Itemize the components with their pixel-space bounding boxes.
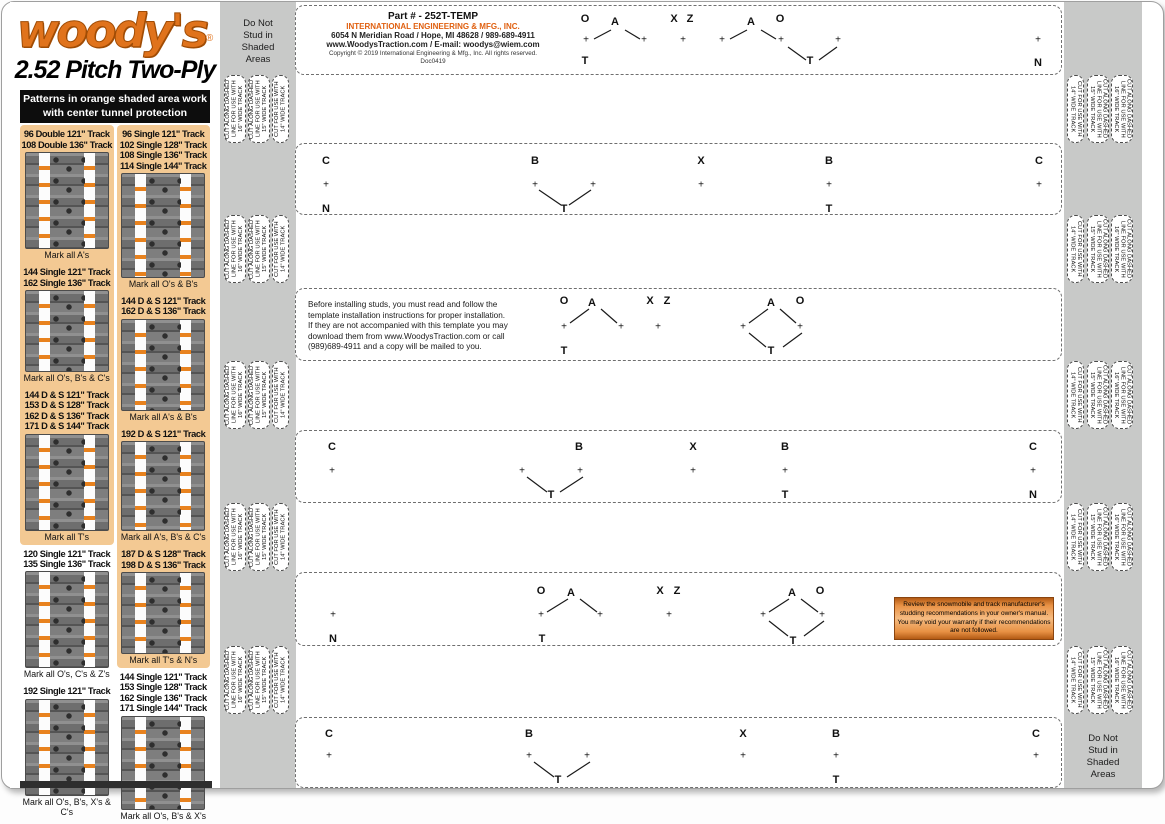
pattern-letter: T bbox=[825, 203, 833, 215]
pattern-letter: Z bbox=[663, 295, 671, 307]
track-title-line: 144 Single 121" Track bbox=[23, 267, 111, 278]
stud-plus-mark: + bbox=[326, 750, 332, 762]
track-caption: Mark all A's & B's bbox=[129, 411, 197, 422]
track-studs bbox=[49, 435, 85, 530]
patterns-banner bbox=[20, 90, 210, 123]
stud-plus-mark: + bbox=[597, 609, 603, 621]
track-entry bbox=[117, 429, 211, 545]
banner-line-2: with center tunnel protection bbox=[42, 106, 188, 119]
stud-plus-mark: + bbox=[655, 321, 661, 333]
cut-tab-16in bbox=[1111, 75, 1133, 143]
pattern-band bbox=[295, 288, 1062, 361]
cut-tab-group bbox=[220, 503, 296, 571]
pattern-letter: A bbox=[747, 16, 755, 28]
stud-plus-mark: + bbox=[323, 179, 329, 191]
woodys-logo bbox=[10, 4, 220, 58]
track-title-line: 162 Single 136" Track bbox=[119, 692, 207, 703]
cut-tab-15in bbox=[1087, 361, 1109, 429]
cut-tab-group bbox=[1064, 361, 1142, 429]
pattern-letter: C bbox=[328, 441, 336, 453]
cut-tab-14in bbox=[1067, 646, 1084, 714]
stud-plus-mark: + bbox=[526, 750, 532, 762]
stud-plus-mark: + bbox=[719, 34, 725, 46]
track-entry-title bbox=[117, 296, 211, 317]
company-web: www.WoodysTraction.com / E-mail: woodys@wiem.com bbox=[326, 40, 540, 49]
install-instructions-line: download them from www.WoodysTraction.com or call bbox=[308, 331, 505, 341]
track-rail-right bbox=[180, 442, 191, 530]
track-entry-title bbox=[20, 390, 114, 432]
pattern-letter: T bbox=[538, 633, 546, 645]
stud-plus-mark: + bbox=[1036, 179, 1042, 191]
install-instructions bbox=[308, 300, 558, 353]
track-image bbox=[121, 716, 205, 810]
cut-tab-label: CUT ALONG DASHED LINE FOR USE WITH 16" WIDE TRACK bbox=[1112, 507, 1132, 567]
cut-tab-14in bbox=[1067, 361, 1084, 429]
cut-tab-label: CUT ALONG DASHED LINE FOR USE WITH 16" WIDE TRACK bbox=[1112, 219, 1132, 279]
cut-tab-16in bbox=[1111, 646, 1133, 714]
track-rail-right bbox=[180, 174, 191, 277]
cut-tab-group bbox=[220, 646, 296, 714]
track-entry bbox=[117, 549, 211, 668]
cut-tab-label: CUT ALONG DASHED LINE FOR USE WITH 15" WIDE TRACK bbox=[249, 650, 269, 710]
copyright-line: Copyright © 2019 International Engineering & Mfg., Inc. All rights reserved. bbox=[328, 50, 537, 57]
pattern-letter: Z bbox=[673, 585, 681, 597]
track-entry-title bbox=[20, 267, 114, 288]
cut-tab-16in bbox=[224, 503, 246, 571]
cut-tab-16in bbox=[224, 361, 246, 429]
cut-tab-label: CUT ALONG DASHED LINE FOR USE WITH 16" WIDE TRACK bbox=[1112, 79, 1132, 139]
cut-tab-16in bbox=[1111, 361, 1133, 429]
banner-line-1: Patterns in orange shaded area work bbox=[23, 93, 207, 105]
pattern-letter: T bbox=[581, 55, 589, 67]
company-address: 6054 N Meridian Road / Hope, MI 48628 / 989-689-4911 bbox=[331, 31, 535, 40]
cut-tab-14in bbox=[1067, 75, 1084, 143]
install-instructions-line: Before installing studs, you must read and follow the bbox=[308, 300, 498, 309]
cut-tab-group bbox=[220, 75, 296, 143]
cut-tab-16in bbox=[224, 75, 246, 143]
stud-plus-mark: + bbox=[1035, 34, 1041, 46]
pattern-letter: C bbox=[1035, 155, 1043, 167]
track-entry bbox=[20, 545, 114, 683]
pattern-letter: X bbox=[697, 155, 705, 167]
pattern-letter: A bbox=[788, 587, 796, 599]
track-caption: Mark all O's, B's & X's bbox=[120, 810, 207, 821]
cut-tab-16in bbox=[224, 215, 246, 283]
cut-tab-15in bbox=[1087, 215, 1109, 283]
pattern-letter: N bbox=[322, 203, 330, 215]
pattern-letter: B bbox=[781, 441, 789, 453]
cut-tab-group bbox=[1064, 75, 1142, 143]
track-title-line: 153 Single 128" Track bbox=[119, 682, 207, 693]
pattern-letter: O bbox=[795, 295, 805, 307]
track-title-line: 192 D & S 121" Track bbox=[121, 428, 206, 439]
stud-plus-mark: + bbox=[826, 179, 832, 191]
cut-tab-label: CUT ALONG DASHED LINE FOR USE WITH 15" WIDE TRACK bbox=[249, 219, 269, 279]
stud-plus-mark: + bbox=[519, 465, 525, 477]
stud-plus-mark: + bbox=[618, 321, 624, 333]
logo-text: woody's bbox=[16, 4, 206, 58]
track-entry bbox=[20, 267, 114, 386]
stud-plus-mark: + bbox=[698, 179, 704, 191]
pattern-band bbox=[295, 572, 1062, 646]
pattern-letter: O bbox=[559, 295, 569, 307]
part-number: Part # - 252T-TEMP bbox=[387, 11, 479, 22]
cut-tab-label: CUT ALONG DASHED LINE FOR USE WITH 15" WIDE TRACK bbox=[1088, 650, 1108, 710]
track-image bbox=[25, 152, 109, 249]
track-studs bbox=[145, 717, 181, 809]
pattern-letter: T bbox=[781, 489, 789, 501]
cut-tab-label: CUT FOR USE WITH 14" WIDE TRACK bbox=[274, 509, 287, 565]
pattern-letter: X bbox=[646, 295, 654, 307]
pattern-letter: C bbox=[322, 155, 330, 167]
sidebar-bottom-bar bbox=[20, 781, 212, 788]
pattern-letter: T bbox=[560, 345, 568, 357]
stud-connector-lines bbox=[296, 431, 1061, 502]
stud-plus-mark: + bbox=[1030, 465, 1036, 477]
track-title-line: 96 Single 121" Track bbox=[122, 129, 205, 140]
stud-plus-mark: + bbox=[583, 34, 589, 46]
pattern-letter: T bbox=[832, 774, 840, 786]
cut-tab-label: CUT ALONG DASHED LINE FOR USE WITH 15" WIDE TRACK bbox=[1088, 219, 1108, 279]
track-image bbox=[25, 434, 109, 531]
track-title-line: 162 D & S 136" Track bbox=[24, 410, 109, 421]
do-not-stud-line: Do Not bbox=[243, 18, 273, 29]
cut-tab-15in bbox=[248, 75, 270, 143]
pattern-letter: A bbox=[767, 297, 775, 309]
stud-plus-mark: + bbox=[330, 609, 336, 621]
cut-tab-14in bbox=[272, 503, 289, 571]
warranty-warning-line: Review the snowmobile and track manufacturer's bbox=[903, 601, 1045, 608]
track-image bbox=[25, 571, 109, 668]
cut-tab-label: CUT ALONG DASHED LINE FOR USE WITH 15" WIDE TRACK bbox=[1088, 79, 1108, 139]
pattern-letter: X bbox=[739, 728, 747, 740]
do-not-stud-note-top bbox=[220, 18, 296, 66]
track-rail-right bbox=[180, 573, 191, 653]
left-shaded-margin bbox=[220, 2, 296, 788]
pattern-letter: A bbox=[567, 587, 575, 599]
pattern-letter: O bbox=[815, 585, 825, 597]
cut-tab-14in bbox=[272, 75, 289, 143]
track-image bbox=[25, 290, 109, 372]
stud-connector-lines bbox=[296, 718, 1061, 787]
stud-plus-mark: + bbox=[835, 34, 841, 46]
cut-tab-14in bbox=[1067, 503, 1084, 571]
track-entry-title bbox=[117, 429, 211, 439]
track-image bbox=[121, 441, 205, 531]
track-title-line: 171 Single 144" Track bbox=[119, 703, 207, 714]
pattern-letter: O bbox=[580, 13, 590, 25]
cut-tab-label: CUT ALONG DASHED LINE FOR USE WITH 16" WIDE TRACK bbox=[1112, 650, 1132, 710]
template-page bbox=[1, 1, 1164, 821]
track-studs bbox=[49, 291, 85, 371]
pattern-band bbox=[295, 717, 1062, 788]
stud-plus-mark: + bbox=[760, 609, 766, 621]
track-caption: Mark all A's bbox=[44, 250, 90, 261]
cut-tab-label: CUT FOR USE WITH 14" WIDE TRACK bbox=[274, 652, 287, 708]
pattern-letter: C bbox=[325, 728, 333, 740]
cut-tab-label: CUT ALONG DASHED LINE FOR USE WITH 16" WIDE TRACK bbox=[225, 650, 245, 710]
pattern-band bbox=[295, 143, 1062, 215]
track-title-line: 144 Single 121" Track bbox=[119, 671, 207, 682]
stud-plus-mark: + bbox=[641, 34, 647, 46]
pitch-title: 2.52 Pitch Two-Ply bbox=[14, 56, 216, 84]
track-caption: Mark all O's & B's bbox=[128, 278, 198, 289]
track-studs bbox=[145, 174, 181, 277]
orange-shaded-block bbox=[117, 125, 211, 668]
doc-number: Doc0419 bbox=[420, 58, 446, 65]
stud-plus-mark: + bbox=[561, 321, 567, 333]
cut-tab-label: CUT ALONG DASHED LINE FOR USE WITH 16" WIDE TRACK bbox=[1112, 365, 1132, 425]
stud-plus-mark: + bbox=[690, 465, 696, 477]
track-entry-title bbox=[117, 672, 211, 714]
pattern-letter: T bbox=[547, 489, 555, 501]
cut-tab-label: CUT ALONG DASHED LINE FOR USE WITH 15" WIDE TRACK bbox=[249, 507, 269, 567]
cut-tab-group bbox=[1064, 215, 1142, 283]
track-rail-right bbox=[84, 153, 95, 248]
pattern-letter: B bbox=[825, 155, 833, 167]
track-title-line: 120 Single 121" Track bbox=[23, 548, 111, 559]
track-studs bbox=[49, 153, 85, 248]
track-studs bbox=[145, 442, 181, 530]
cut-tab-16in bbox=[1111, 503, 1133, 571]
stud-plus-mark: + bbox=[680, 34, 686, 46]
pattern-letter: C bbox=[1029, 441, 1037, 453]
install-instructions-line: (989)689-4911 and a copy will be mailed to you. bbox=[308, 342, 482, 351]
track-title-line: 135 Single 136" Track bbox=[23, 558, 111, 569]
stud-plus-mark: + bbox=[590, 179, 596, 191]
pattern-letter: N bbox=[1029, 489, 1037, 501]
track-title-line: 108 Double 136" Track bbox=[21, 139, 113, 150]
cut-tab-label: CUT ALONG DASHED LINE FOR USE WITH 16" WIDE TRACK bbox=[225, 365, 245, 425]
cut-tab-label: CUT ALONG DASHED LINE FOR USE WITH 16" WIDE TRACK bbox=[225, 507, 245, 567]
pattern-band bbox=[295, 430, 1062, 503]
pattern-list bbox=[10, 125, 220, 823]
sidebar bbox=[10, 2, 220, 821]
install-instructions-line: template installation instructions for proper installation. bbox=[308, 310, 506, 320]
track-title-line: 162 D & S 136" Track bbox=[121, 306, 206, 317]
registered-mark: ® bbox=[205, 33, 214, 44]
stud-plus-mark: + bbox=[532, 179, 538, 191]
pattern-letter: B bbox=[832, 728, 840, 740]
pattern-column bbox=[117, 125, 211, 823]
track-rail-right bbox=[180, 717, 191, 809]
cut-tab-label: CUT FOR USE WITH 14" WIDE TRACK bbox=[274, 221, 287, 277]
pattern-letter: B bbox=[525, 728, 533, 740]
company-name: INTERNATIONAL ENGINEERING & MFG., INC. bbox=[346, 22, 520, 31]
track-entry bbox=[117, 296, 211, 425]
track-rail-right bbox=[84, 291, 95, 371]
cut-tab-15in bbox=[1087, 75, 1109, 143]
pattern-letter: A bbox=[588, 297, 596, 309]
warranty-warning-line: You may void your warranty if their recommendations bbox=[897, 618, 1051, 626]
pattern-letter: T bbox=[767, 345, 775, 357]
pattern-letter: B bbox=[531, 155, 539, 167]
stud-plus-mark: + bbox=[740, 750, 746, 762]
cut-tab-15in bbox=[248, 503, 270, 571]
track-entry-title bbox=[117, 549, 211, 570]
track-image bbox=[121, 319, 205, 411]
pattern-letter: T bbox=[554, 774, 562, 786]
do-not-stud-note-bottom bbox=[1064, 733, 1142, 781]
stud-plus-mark: + bbox=[782, 465, 788, 477]
track-title-line: 96 Double 121" Track bbox=[23, 129, 110, 140]
pattern-letter: X bbox=[689, 441, 697, 453]
pattern-letter: C bbox=[1032, 728, 1040, 740]
orange-shaded-block bbox=[20, 125, 114, 544]
track-caption: Mark all O's, B's, X's & C's bbox=[22, 796, 111, 817]
warranty-warning-line: studding recommendations in your owner's manual. bbox=[899, 609, 1049, 617]
pattern-letter: X bbox=[656, 585, 664, 597]
cut-tab-group bbox=[1064, 646, 1142, 714]
do-not-stud-line: Areas bbox=[245, 53, 271, 65]
track-studs bbox=[145, 320, 181, 410]
track-title-line: 114 Single 144" Track bbox=[120, 160, 207, 171]
stud-plus-mark: + bbox=[740, 321, 746, 333]
cut-tab-label: CUT FOR USE WITH 14" WIDE TRACK bbox=[1069, 367, 1082, 423]
track-title-line: 153 D & S 128" Track bbox=[24, 400, 109, 411]
do-not-stud-line: Do Not bbox=[1088, 733, 1118, 744]
track-entry-title bbox=[20, 549, 114, 570]
stud-plus-mark: + bbox=[797, 321, 803, 333]
track-title-line: 102 Single 128" Track bbox=[119, 139, 207, 150]
track-title-line: 198 D & S 136" Track bbox=[121, 559, 206, 570]
cut-tab-label: CUT FOR USE WITH 14" WIDE TRACK bbox=[274, 81, 287, 137]
cut-tab-15in bbox=[248, 215, 270, 283]
pattern-letter: Z bbox=[686, 13, 694, 25]
track-entry bbox=[20, 129, 114, 263]
cut-tab-label: CUT ALONG DASHED LINE FOR USE WITH 15" WIDE TRACK bbox=[1088, 365, 1108, 425]
cut-tab-group bbox=[220, 215, 296, 283]
track-title-line: 162 Single 136" Track bbox=[23, 277, 111, 288]
stud-connector-lines bbox=[296, 144, 1061, 214]
cut-tab-14in bbox=[1067, 215, 1084, 283]
do-not-stud-line: Shaded bbox=[241, 41, 275, 53]
track-entry bbox=[117, 668, 211, 824]
track-rail-right bbox=[84, 435, 95, 530]
pattern-letter: T bbox=[806, 55, 814, 67]
track-title-line: 144 D & S 121" Track bbox=[121, 295, 206, 306]
cut-tab-group bbox=[1064, 503, 1142, 571]
track-entry-title bbox=[20, 686, 114, 696]
track-title-line: 171 D & S 144" Track bbox=[24, 421, 109, 432]
track-image bbox=[121, 572, 205, 654]
track-caption: Mark all T's bbox=[44, 531, 90, 542]
cut-tab-14in bbox=[272, 361, 289, 429]
warranty-warning-line: are not followed. bbox=[950, 627, 998, 635]
cut-tab-label: CUT ALONG DASHED LINE FOR USE WITH 16" WIDE TRACK bbox=[225, 219, 245, 279]
cut-tab-16in bbox=[224, 646, 246, 714]
cut-tab-label: CUT ALONG DASHED LINE FOR USE WITH 16" WIDE TRACK bbox=[225, 79, 245, 139]
cut-tab-label: CUT FOR USE WITH 14" WIDE TRACK bbox=[1069, 509, 1082, 565]
track-entry bbox=[20, 682, 114, 819]
track-entry bbox=[20, 390, 114, 545]
do-not-stud-line: Shaded bbox=[1086, 756, 1120, 768]
track-caption: Mark all T's & N's bbox=[129, 654, 198, 665]
pattern-letter: B bbox=[575, 441, 583, 453]
do-not-stud-line: Stud in bbox=[1088, 744, 1118, 756]
track-caption: Mark all O's, B's & C's bbox=[23, 372, 110, 383]
stud-plus-mark: + bbox=[778, 34, 784, 46]
pattern-letter: O bbox=[775, 13, 785, 25]
stud-plus-mark: + bbox=[329, 465, 335, 477]
install-instructions-line: If they are not accompanied with this template you may bbox=[308, 321, 508, 330]
cut-tab-15in bbox=[248, 646, 270, 714]
track-title-line: 144 D & S 121" Track bbox=[24, 389, 109, 400]
cut-tab-group bbox=[220, 361, 296, 429]
cut-tab-label: CUT FOR USE WITH 14" WIDE TRACK bbox=[274, 367, 287, 423]
cut-tab-14in bbox=[272, 215, 289, 283]
track-entry-title bbox=[117, 129, 211, 171]
cut-tab-14in bbox=[272, 646, 289, 714]
stud-plus-mark: + bbox=[666, 609, 672, 621]
track-entry-title bbox=[20, 129, 114, 150]
track-title-line: 187 D & S 128" Track bbox=[121, 549, 206, 560]
track-studs bbox=[145, 573, 181, 653]
pattern-letter: O bbox=[536, 585, 546, 597]
track-caption: Mark all O's, C's & Z's bbox=[23, 669, 110, 680]
do-not-stud-line: Stud in bbox=[243, 29, 273, 41]
pattern-column bbox=[20, 125, 114, 823]
cut-tab-label: CUT FOR USE WITH 14" WIDE TRACK bbox=[1069, 221, 1082, 277]
pattern-letter: T bbox=[560, 203, 568, 215]
warranty-warning-box bbox=[894, 597, 1054, 640]
cut-tab-15in bbox=[248, 361, 270, 429]
track-image bbox=[121, 173, 205, 278]
track-studs bbox=[49, 572, 85, 667]
cut-tab-label: CUT FOR USE WITH 14" WIDE TRACK bbox=[1069, 652, 1082, 708]
cut-tab-15in bbox=[1087, 503, 1109, 571]
stud-plus-mark: + bbox=[833, 750, 839, 762]
cut-tab-label: CUT ALONG DASHED LINE FOR USE WITH 15" WIDE TRACK bbox=[249, 365, 269, 425]
track-title-line: 108 Single 136" Track bbox=[119, 150, 207, 161]
header-block bbox=[302, 11, 564, 65]
track-title-line: 192 Single 121" Track bbox=[23, 686, 111, 697]
cut-tab-16in bbox=[1111, 215, 1133, 283]
cut-tab-label: CUT ALONG DASHED LINE FOR USE WITH 15" WIDE TRACK bbox=[249, 79, 269, 139]
stud-plus-mark: + bbox=[1033, 750, 1039, 762]
cut-tab-label: CUT ALONG DASHED LINE FOR USE WITH 15" WIDE TRACK bbox=[1088, 507, 1108, 567]
track-rail-right bbox=[84, 572, 95, 667]
cut-tab-label: CUT FOR USE WITH 14" WIDE TRACK bbox=[1069, 81, 1082, 137]
track-rail-right bbox=[180, 320, 191, 410]
track-entry bbox=[117, 129, 211, 292]
stud-plus-mark: + bbox=[577, 465, 583, 477]
stud-plus-mark: + bbox=[584, 750, 590, 762]
pattern-letter: X bbox=[670, 13, 678, 25]
cut-tab-15in bbox=[1087, 646, 1109, 714]
pattern-letter: A bbox=[611, 16, 619, 28]
stud-plus-mark: + bbox=[538, 609, 544, 621]
stud-plus-mark: + bbox=[819, 609, 825, 621]
pattern-letter: N bbox=[1034, 57, 1042, 69]
do-not-stud-line: Areas bbox=[1090, 768, 1116, 780]
pattern-letter: T bbox=[789, 635, 797, 647]
right-shaded-margin bbox=[1064, 2, 1142, 788]
pattern-letter: N bbox=[329, 633, 337, 645]
track-caption: Mark all A's, B's & C's bbox=[120, 532, 206, 543]
